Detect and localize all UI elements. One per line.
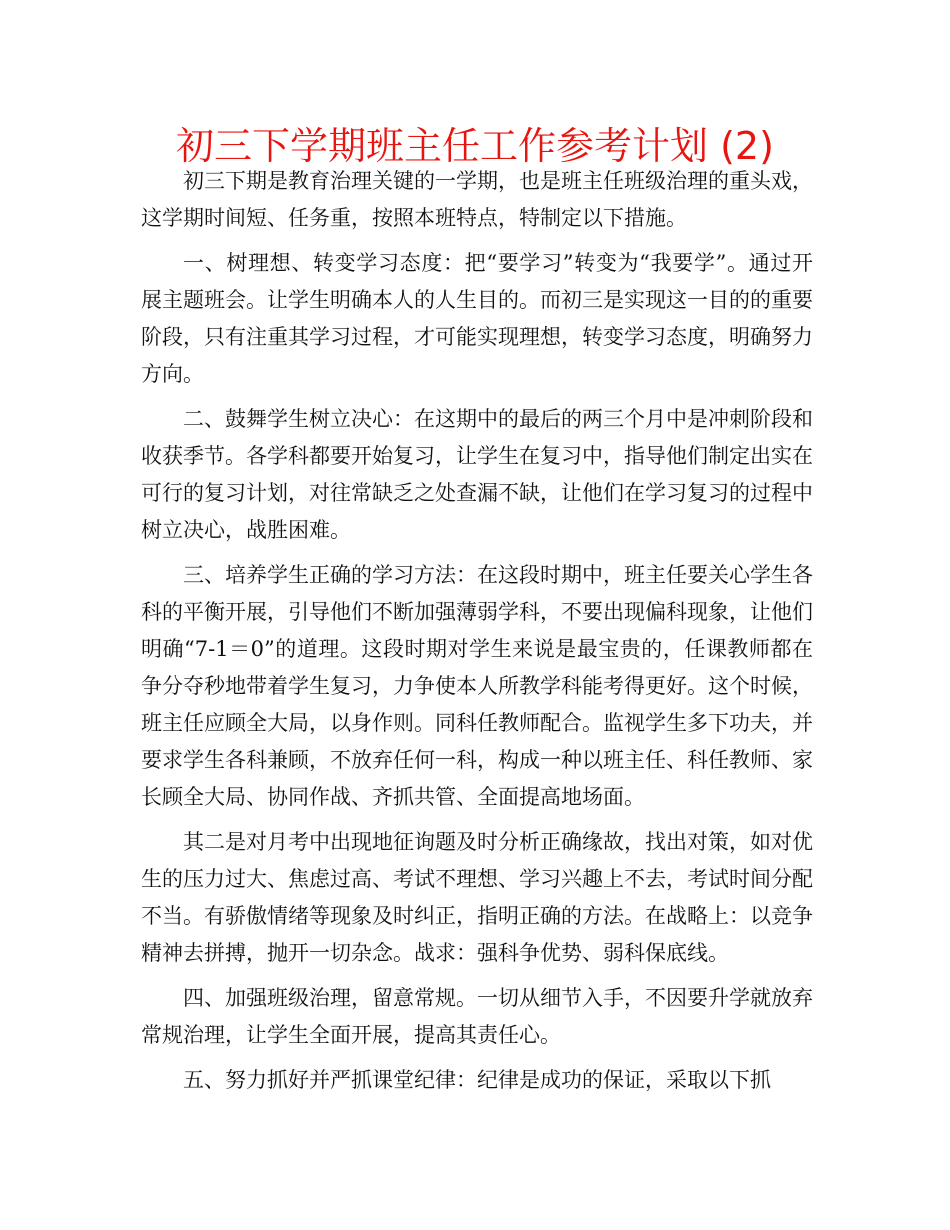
document-body [141,163,813,1099]
paragraph-section-3: 三、培养学生正确的学习方法：在这段时期中，班主任要关心学生各科的平衡开展，引导他们不断加强薄弱学科，不要出现偏科现象，让他们明确“7-1＝0”的道理。这段时期对学生来说是最宝贵的，任课教师都在争分夺秒地带着学生复习，力争使本人所教学科能考得更好。这个时候，班主任应顾全大局，以身作则。同科任教师配合。监视学生多下功夫，并要求学生各科兼顾，不放弃任何一科，构成一种以班主任、科任教师、家长顾全大局、协同作战、齐抓共管、全面提高地场面。 [141,563,813,809]
paragraph-intro: 初三下期是教育治理关键的一学期，也是班主任班级治理的重头戏，这学期时间短、任务重，按照本班特点，特制定以下措施。 [141,169,813,230]
paragraph-section-2: 二、鼓舞学生树立决心：在这期中的最后的两三个月中是冲刺阶段和收获季节。各学科都要开始复习，让学生在复习中，指导他们制定出实在可行的复习计划，对往常缺乏之处查漏不缺，让他们在学习复习的过程中树立决心，战胜困难。 [141,407,813,542]
paragraph-section-5: 五、努力抓好并严抓课堂纪律：纪律是成功的保证，采取以下抓 [183,1068,771,1092]
paragraph-section-4: 四、加强班级治理，留意常规。一切从细节入手，不因要升学就放弃常规治理，让学生全面开展，提高其责任心。 [141,986,813,1047]
paragraph-section-3-part-2: 其二是对月考中出现地征询题及时分析正确缘故，找出对策，如对优生的压力过大、焦虑过高、考试不理想、学习兴趣上不去，考试时间分配不当。有骄傲情绪等现象及时纠正，指明正确的方法。在战略上：以竞争精神去拼搏，抛开一切杂念。战求：强科争优势、弱科保底线。 [141,830,813,965]
paragraph-section-1: 一、树理想、转变学习态度：把“要学习”转变为“我要学”。通过开展主题班会。让学生明确本人的人生目的。而初三是实现这一目的的重要阶段，只有注重其学习过程，才可能实现理想，转变学习态度，明确努力方向。 [141,251,813,386]
document-title: 初三下学期班主任工作参考计划 (2) [176,124,774,168]
